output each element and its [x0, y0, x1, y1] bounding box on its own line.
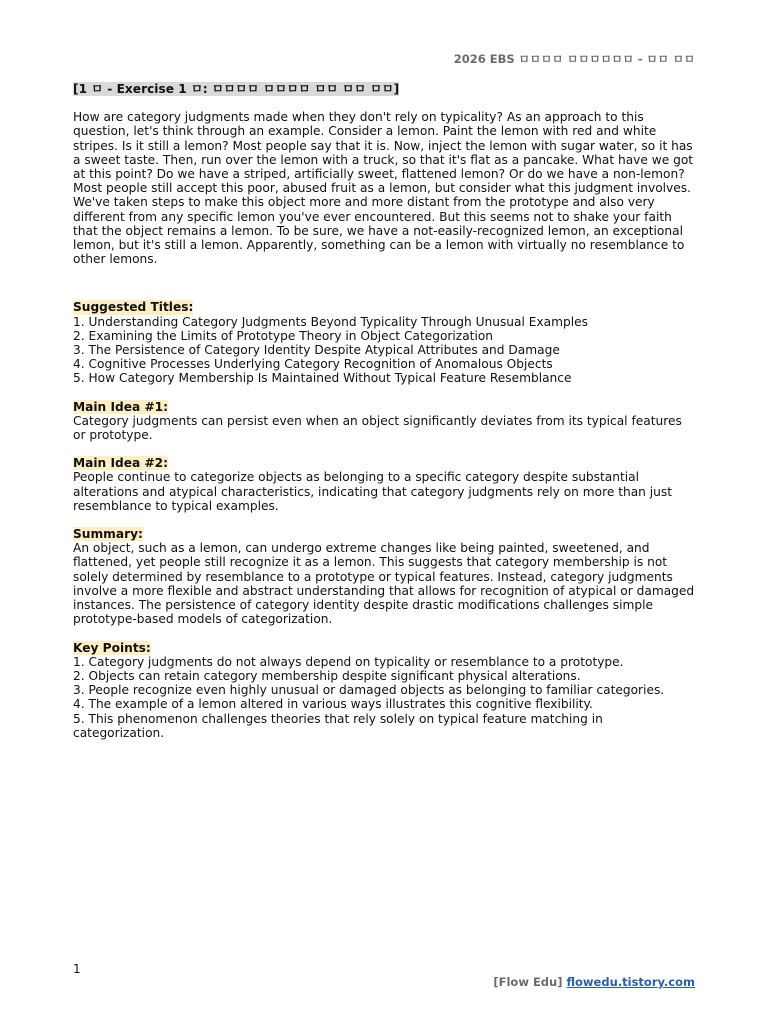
footer-link[interactable]: flowedu.tistory.com [566, 975, 695, 989]
suggested-titles-label: Suggested Titles: [73, 300, 194, 315]
summary-text: An object, such as a lemon, can undergo extreme changes like being painted, sweetened, and flattened, yet people still recognize it as a lemon. This suggests that category membership is not solely determined by resemblance to a prototype or typical features. Instead, category judgments involve a more flexible and abstract understanding that allows for recognition of atypical or damaged instances. The persistence of category identity despite drastic modifications challenges simple prototype-based models of categorization. [73, 541, 695, 627]
list-item: 2. Examining the Limits of Prototype Theory in Object Categorization [73, 328, 494, 343]
list-item: 1. Category judgments do not always depend on typicality or resemblance to a prototype. [73, 654, 624, 669]
footer-credit [493, 975, 695, 989]
main-idea-1-label: Main Idea #1: [73, 399, 169, 414]
header-text: 2026 EBS ㅁㅁㅁㅁ ㅁㅁㅁㅁㅁㅁ - ㅁㅁ ㅁㅁ [453, 52, 695, 66]
list-item: 2. Objects can retain category membership despite significant physical alterations. [73, 668, 581, 683]
list-item: 1. Understanding Category Judgments Beyond Typicality Through Unusual Examples [73, 314, 588, 329]
list-item: 5. How Category Membership Is Maintained Without Typical Feature Resemblance [73, 371, 572, 386]
footer-brand: [Flow Edu] [493, 975, 563, 989]
key-points-section [73, 641, 697, 740]
list-item: 4. The example of a lemon altered in various ways illustrates this cognitive flexibility. [73, 697, 593, 712]
main-idea-1-text: Category judgments can persist even when an object significantly deviates from its typical features or prototype. [73, 413, 682, 443]
document-body [73, 82, 697, 754]
summary-section [73, 527, 697, 626]
suggested-titles-section [73, 300, 697, 385]
exercise-title: [1 ㅁ - Exercise 1 ㅁ: ㅁㅁㅁㅁ ㅁㅁㅁㅁ ㅁㅁ ㅁㅁ ㅁㅁ] [73, 82, 400, 96]
list-item: 3. People recognize even highly unusual or damaged objects as belonging to familiar categories. [73, 683, 665, 698]
key-points-label: Key Points: [73, 640, 151, 655]
main-idea-1-section [73, 400, 697, 443]
list-item: 4. Cognitive Processes Underlying Category Recognition of Anomalous Objects [73, 357, 553, 372]
page-number: 1 [73, 962, 81, 976]
main-idea-2-text: People continue to categorize objects as belonging to a specific category despite substantial alterations and atypical characteristics, indicating that category judgments rely on more than just resemblance to typical examples. [73, 470, 673, 513]
main-idea-2-label: Main Idea #2: [73, 456, 169, 471]
list-item: 3. The Persistence of Category Identity Despite Atypical Attributes and Damage [73, 343, 560, 358]
summary-label: Summary: [73, 527, 143, 542]
passage-text: How are category judgments made when they don't rely on typicality? As an approach to this question, let's think through an example. Consider a lemon. Paint the lemon with red and white stripes. Is it still a lemon? Most people say that it is. Now, inject the lemon with sugar water, so it has a sweet taste. Then, run over the lemon with a truck, so that it's flat as a pancake. What have we got at this point? Do we have a striped, artificially sweet, flattened lemon? Or do we have a non-lemon? Most people still accept this poor, abused fruit as a lemon, but consider what this judgment involves. We've taken steps to make this object more and more distant from the prototype and also very different from any specific lemon you've ever encountered. But this seems not to shake your faith that the object remains a lemon. To be sure, we have a not-easily-recognized lemon, an exceptional lemon, but it's still a lemon. Apparently, something can be a lemon with virtually no resemblance to other lemons. [73, 110, 694, 267]
main-idea-2-section [73, 456, 697, 513]
list-item: 5. This phenomenon challenges theories that rely solely on typical feature matching in categorization. [73, 711, 603, 740]
